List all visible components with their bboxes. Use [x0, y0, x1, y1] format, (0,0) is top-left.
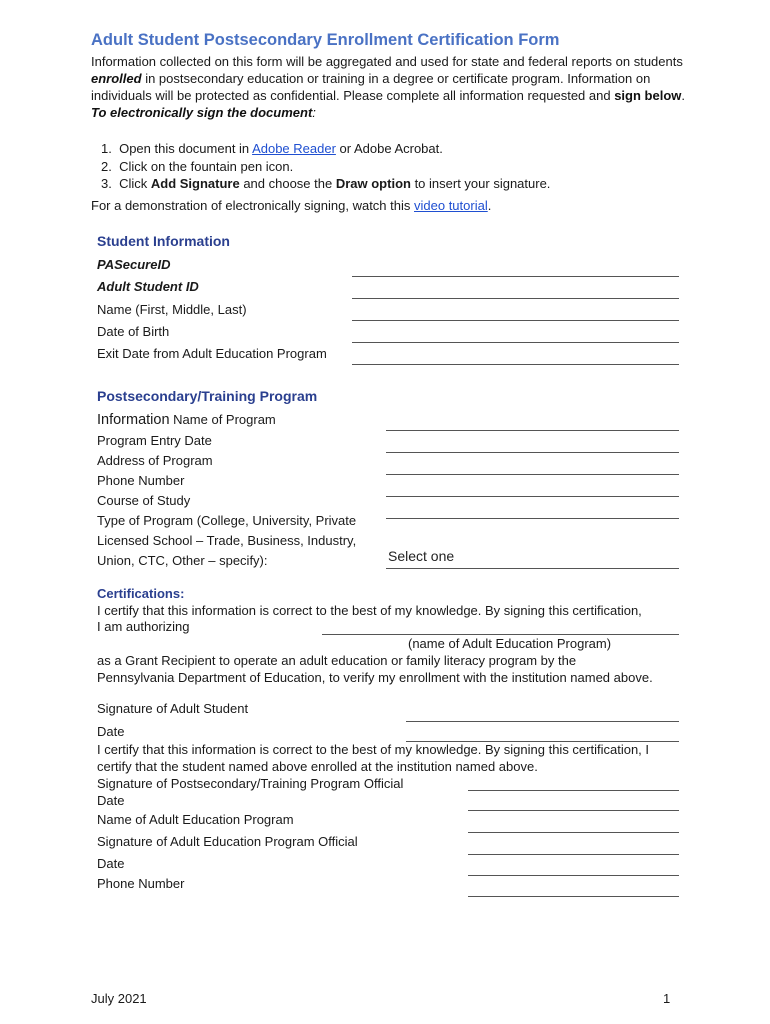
step-3-text: Click [119, 176, 151, 191]
demo-line [91, 197, 491, 214]
student-info-heading: Student Information [97, 233, 230, 249]
step-3-number: 3. [101, 176, 112, 191]
date-1-label: Date [97, 724, 125, 739]
esign-steps [101, 140, 550, 193]
sig-ae-official-label: Signature of Adult Education Program Official [97, 834, 358, 849]
adult-student-id-label: Adult Student ID [97, 279, 199, 294]
exit-date-label: Exit Date from Adult Education Program [97, 346, 327, 361]
video-tutorial-link[interactable]: video tutorial [414, 198, 488, 213]
course-of-study-label: Course of Study [97, 493, 191, 508]
program-name-label [97, 412, 276, 428]
name-of-program-hint: (name of Adult Education Program) [408, 636, 612, 651]
certifications-heading: Certifications: [97, 586, 185, 601]
intro-text-2: in postsecondary education or training in a degree or certificate program. Information on individuals will be protected as confidential. Please complete all information requested and [91, 71, 651, 103]
step-1 [101, 140, 550, 158]
date-2-label: Date [97, 793, 125, 808]
exit-date-field[interactable] [352, 364, 679, 365]
cert1-line-2: I am authorizing [97, 619, 190, 634]
program-phone-field[interactable] [386, 496, 679, 497]
step-3 [101, 175, 550, 193]
program-entry-date-label: Program Entry Date [97, 433, 212, 448]
information-word: Information [97, 412, 170, 428]
cert1-line-1: I certify that this information is correct to the best of my knowledge. By signing this certification, [97, 603, 642, 618]
program-type-label-3: Union, CTC, Other – specify): [97, 553, 268, 568]
program-type-select-underline [386, 568, 679, 569]
program-type-select[interactable]: Select one [388, 548, 455, 564]
sig-student-label: Signature of Adult Student [97, 701, 249, 716]
footer-date: July 2021 [91, 991, 147, 1006]
adult-student-id-field[interactable] [352, 298, 679, 299]
step-1-text-end: or Adobe Acrobat. [335, 141, 443, 156]
sig-student-field[interactable] [406, 721, 679, 722]
intro-text-1: Information collected on this form will be aggregated and used for state and federal reports on students [91, 54, 683, 69]
intro-paragraph [91, 53, 691, 121]
student-name-field[interactable] [352, 320, 679, 321]
pasecureid-field[interactable] [352, 276, 679, 277]
date-of-birth-label: Date of Birth [97, 324, 170, 339]
adobe-reader-link[interactable]: Adobe Reader [252, 141, 336, 156]
step-2-text: Click on the fountain pen icon. [119, 158, 294, 174]
course-of-study-field[interactable] [386, 518, 679, 519]
student-name-label: Name (First, Middle, Last) [97, 302, 247, 317]
program-name-field[interactable] [386, 430, 679, 431]
step-3-text-2: and choose the [239, 176, 336, 191]
demo-text: For a demonstration of electronically signing, watch this [91, 198, 414, 213]
intro-enrolled: enrolled [91, 71, 142, 86]
draw-option-text: Draw option [335, 176, 411, 191]
step-2 [101, 158, 550, 176]
sig-official-label: Signature of Postsecondary/Training Program Official [97, 776, 404, 791]
date-of-birth-field[interactable] [352, 342, 679, 343]
program-address-field[interactable] [386, 474, 679, 475]
program-address-label: Address of Program [97, 453, 213, 468]
program-entry-date-field[interactable] [386, 452, 679, 453]
ae-program-label: Name of Adult Education Program [97, 812, 294, 827]
cert1-continuation: as a Grant Recipient to operate an adult education or family literacy program by the Pennsylvania Department of Education, to verify my enrollment with the institution named above. [97, 653, 653, 685]
program-name-text: Name of Program [173, 412, 276, 427]
phone-number-field[interactable] [468, 896, 679, 897]
add-signature-text: Add Signature [150, 176, 240, 191]
cert2-paragraph: I certify that this information is correct to the best of my knowledge. By signing this certification, I certify that the student named above enrolled at the institution named above. [97, 742, 650, 774]
date-3-field[interactable] [468, 875, 679, 876]
step-3-text-end: to insert your signature. [410, 176, 551, 191]
step-1-number: 1. [101, 141, 112, 156]
demo-period: . [487, 198, 492, 213]
sig-ae-official-field[interactable] [468, 854, 679, 855]
page-title: Adult Student Postsecondary Enrollment Certification Form [91, 31, 560, 49]
esign-colon: : [312, 105, 316, 120]
ae-program-field[interactable] [468, 832, 679, 833]
date-3-label: Date [97, 856, 125, 871]
intro-period: . [681, 88, 685, 103]
program-phone-label: Phone Number [97, 473, 185, 488]
sig-official-field[interactable] [468, 790, 679, 791]
program-type-label-2: Licensed School – Trade, Business, Industry, [97, 533, 357, 548]
date-2-field[interactable] [468, 810, 679, 811]
pasecureid-label: PASecureID [97, 257, 171, 272]
adult-ed-program-name-field[interactable] [322, 634, 679, 635]
program-type-label-1: Type of Program (College, University, Private [97, 513, 357, 528]
program-info-heading: Postsecondary/Training Program [97, 388, 318, 404]
step-1-text: Open this document in [119, 141, 253, 156]
page-number: 1 [663, 991, 671, 1006]
esign-heading: To electronically sign the document [91, 105, 313, 120]
intro-sign-below: sign below [614, 88, 682, 103]
step-2-number: 2. [101, 158, 112, 174]
phone-number-label: Phone Number [97, 876, 185, 891]
